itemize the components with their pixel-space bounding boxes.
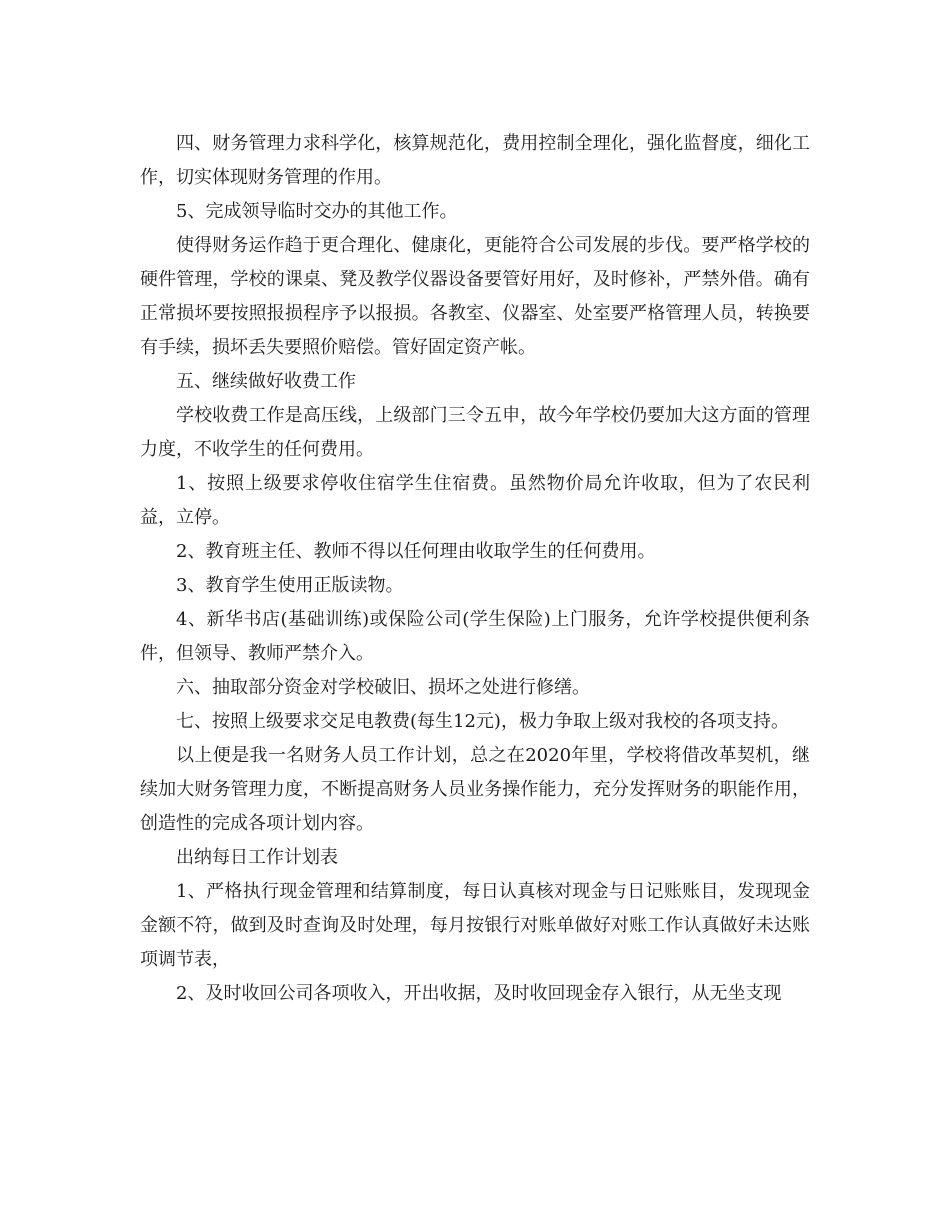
paragraph-12: 以上便是我一名财务人员工作计划，总之在2020年里，学校将借改革契机，继续加大财务管理力度，不断提高财务人员业务操作能力，充分发挥财务的职能作用，创造性的完成各项计划内容。 [140, 745, 810, 834]
paragraph-2: 5、完成领导临时交办的其他工作。 [176, 201, 458, 222]
paragraph-13: 出纳每日工作计划表 [176, 847, 338, 868]
paragraph-9: 4、新华书店(基础训练)或保险公司(学生保险)上门服务，允许学校提供便利条件，但领导、教师严禁介入。 [140, 609, 810, 664]
paragraph-15: 2、及时收回公司各项收入，开出收据，及时收回现金存入银行，从无坐支现 [176, 983, 782, 1004]
paragraph-7: 2、教育班主任、教师不得以任何理由收取学生的任何费用。 [176, 541, 656, 562]
paragraph-4: 五、继续做好收费工作 [176, 371, 356, 392]
paragraph-8: 3、教育学生使用正版读物。 [176, 575, 404, 596]
document-body [140, 127, 810, 1011]
paragraph-6: 1、按照上级要求停收住宿学生住宿费。虽然物价局允许收取，但为了农民利益，立停。 [140, 473, 810, 528]
paragraph-3: 使得财务运作趋于更合理化、健康化，更能符合公司发展的步伐。要严格学校的硬件管理，学校的课桌、凳及教学仪器设备要管好用好，及时修补，严禁外借。确有正常损坏要按照报损程序予以报损。各教室、仪器室、处室要严格管理人员，转换要有手续，损坏丢失要照价赔偿。管好固定资产帐。 [140, 235, 810, 358]
paragraph-14: 1、严格执行现金管理和结算制度，每日认真核对现金与日记账账目，发现现金金额不符，做到及时查询及时处理，每月按银行对账单做好对账工作认真做好未达账项调节表， [140, 881, 810, 970]
paragraph-5: 学校收费工作是高压线，上级部门三令五申，故今年学校仍要加大这方面的管理力度，不收学生的任何费用。 [140, 405, 810, 460]
paragraph-1: 四、财务管理力求科学化，核算规范化，费用控制全理化，强化监督度，细化工作，切实体现财务管理的作用。 [140, 133, 810, 188]
paragraph-10: 六、抽取部分资金对学校破旧、损坏之处进行修缮。 [176, 677, 590, 698]
paragraph-11: 七、按照上级要求交足电教费(每生12元)，极力争取上级对我校的各项支持。 [176, 711, 789, 732]
